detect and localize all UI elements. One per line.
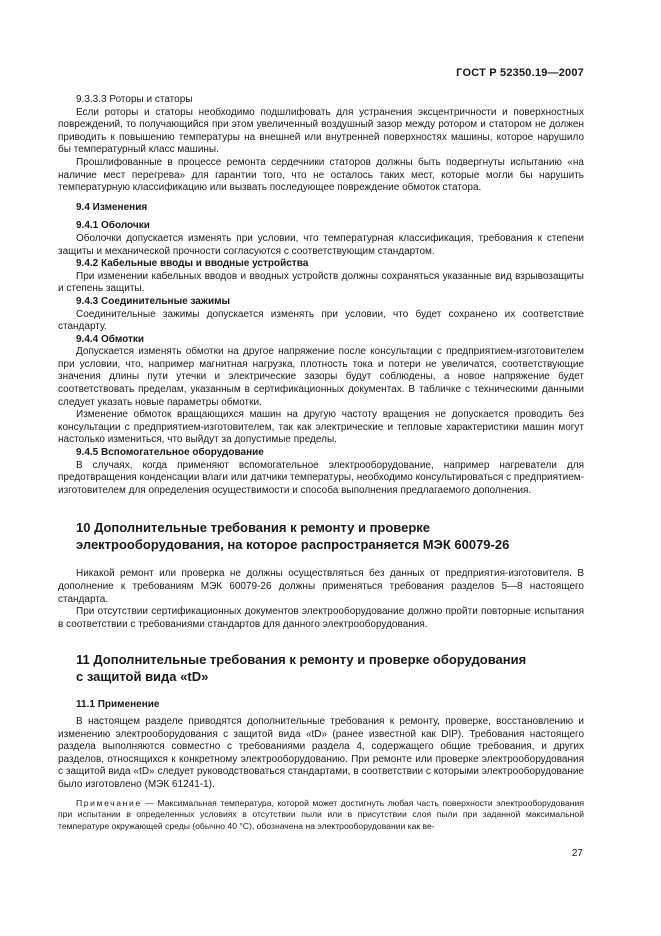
page-body: [58, 94, 584, 832]
section-11-heading-line1: 11 Дополнительные требования к ремонту и проверке оборудования: [76, 652, 527, 668]
paragraph: При изменении кабельных вводов и вводных устройств должны сохраняться указанные вид взрывозащиты и степень защиты.: [58, 270, 584, 295]
paragraph: Оболочки допускается изменять при условии, что температурная классификация, требования к степени защиты и механической прочности согласуются с соответствующим стандартом.: [58, 232, 584, 257]
section-9-4-2-heading: 9.4.2 Кабельные вводы и вводные устройства: [76, 258, 309, 270]
note-text: — Максимальная температура, которой может достигнуть любая часть поверхности электрооборудования при испытании в определенных условиях в отсутствии пыли или в присутствии слоя пыли при заданной максимальной температуре окружающей среды (обычно 40 °C), обозначена на электрооборудовании как ве-: [58, 797, 584, 831]
section-10-heading-line2: электрооборудования, на которое распространяется МЭК 60079-26: [76, 537, 510, 553]
note-label: Примечание: [76, 797, 142, 808]
paragraph: Соединительные зажимы допускается изменять при условии, что будет сохранено их соответствие стандарту.: [58, 308, 584, 333]
section-9-4-4-heading: 9.4.4 Обмотки: [76, 333, 145, 345]
standard-number: ГОСТ Р 52350.19—2007: [456, 67, 584, 79]
section-11-heading-line2: с защитой вида «tD»: [76, 669, 209, 685]
section-9-3-3-3-heading: 9.3.3.3 Роторы и статоры: [76, 94, 193, 105]
section-9-4-5-heading: 9.4.5 Вспомогательное оборудование: [76, 447, 264, 459]
section-11-1-heading: 11.1 Применение: [76, 699, 160, 711]
section-9-4-3-heading: 9.4.3 Соединительные зажимы: [76, 295, 231, 307]
page-number: 27: [571, 848, 583, 859]
paragraph: Допускается изменять обмотки на другое напряжение после консультации с предприятием-изготовителем при условии, что, например магнитная нагрузка, плотность тока и потери не увеличатся, соответствующие значения длины пути утечки и электрические зазоры будут соблюдены, а новое напряжение будет соответствовать пределам, указанным в сертификационных документах. В табличке с техническими данными следует указать новые параметры обмотки.: [58, 346, 584, 408]
section-9-4-heading: 9.4 Изменения: [76, 201, 148, 213]
paragraph: В случаях, когда применяют вспомогательное электрооборудование, например нагреватели для предотвращения конденсации влаги или датчики температуры, необходимо консультироваться с предприятием-изготовителем для определения осуществимости и способа выполнения предлагаемого дополнения.: [58, 459, 584, 496]
section-9-4-1-heading: 9.4.1 Оболочки: [76, 220, 150, 232]
paragraph: При отсутствии сертификационных документов электрооборудование должно пройти повторные испытания в соответствии с требованиями стандартов для данного электрооборудования.: [58, 606, 584, 630]
paragraph: В настоящем разделе приводятся дополнительные требования к ремонту, проверке, восстановлению и изменению электрооборудования с защитой вида «tD» (ранее известной как DIP). Требования настоящего раздела выполняются совместно с требованиями раздела 4, содержащего общие требования, и других разделов, относящихся к конкретному электрооборудованию. При ремонте или проверке электрооборудования с защитой вида «tD» следует руководствоваться стандартами, в соответствии с которыми электрооборудование было изготовлено (МЭК 61241-1).: [58, 715, 584, 790]
paragraph: Никакой ремонт или проверка не должны осуществляться без данных от предприятия-изготовителя. В дополнение к требованиям МЭК 60079-26 должны применяться требования разделов 5—8 настоящего стандарта.: [58, 568, 584, 605]
paragraph: Если роторы и статоры необходимо подшлифовать для устранения эксцентричности и поверхностных повреждений, то получающийся при этом увеличенный воздушный зазор между ротором и статором не должен приводить к повышению температуры на внешней или внутренней поверхностях машины, которое нарушило бы температурный класс машины.: [58, 106, 584, 156]
section-10-heading-line1: 10 Дополнительные требования к ремонту и проверке: [76, 520, 431, 536]
section-10-heading: [58, 519, 584, 553]
paragraph: Прошлифованные в процессе ремонта сердечники статоров должны быть подвергнуты испытанию «на наличие мест перегрева» для гарантии того, что не осталось таких мест, которые могли бы нарушить температурную классификацию или вызвать последующее повреждение обмоток статора.: [58, 156, 584, 194]
note: [58, 798, 584, 833]
paragraph: Изменение обмоток вращающихся машин на другую частоту вращения не допускается проводить без консультации с предприятием-изготовителем, так как электрические и тепловые характеристики машин могут настолько измениться, что выйдут за допустимые пределы.: [58, 409, 584, 446]
section-11-heading: [58, 651, 584, 685]
